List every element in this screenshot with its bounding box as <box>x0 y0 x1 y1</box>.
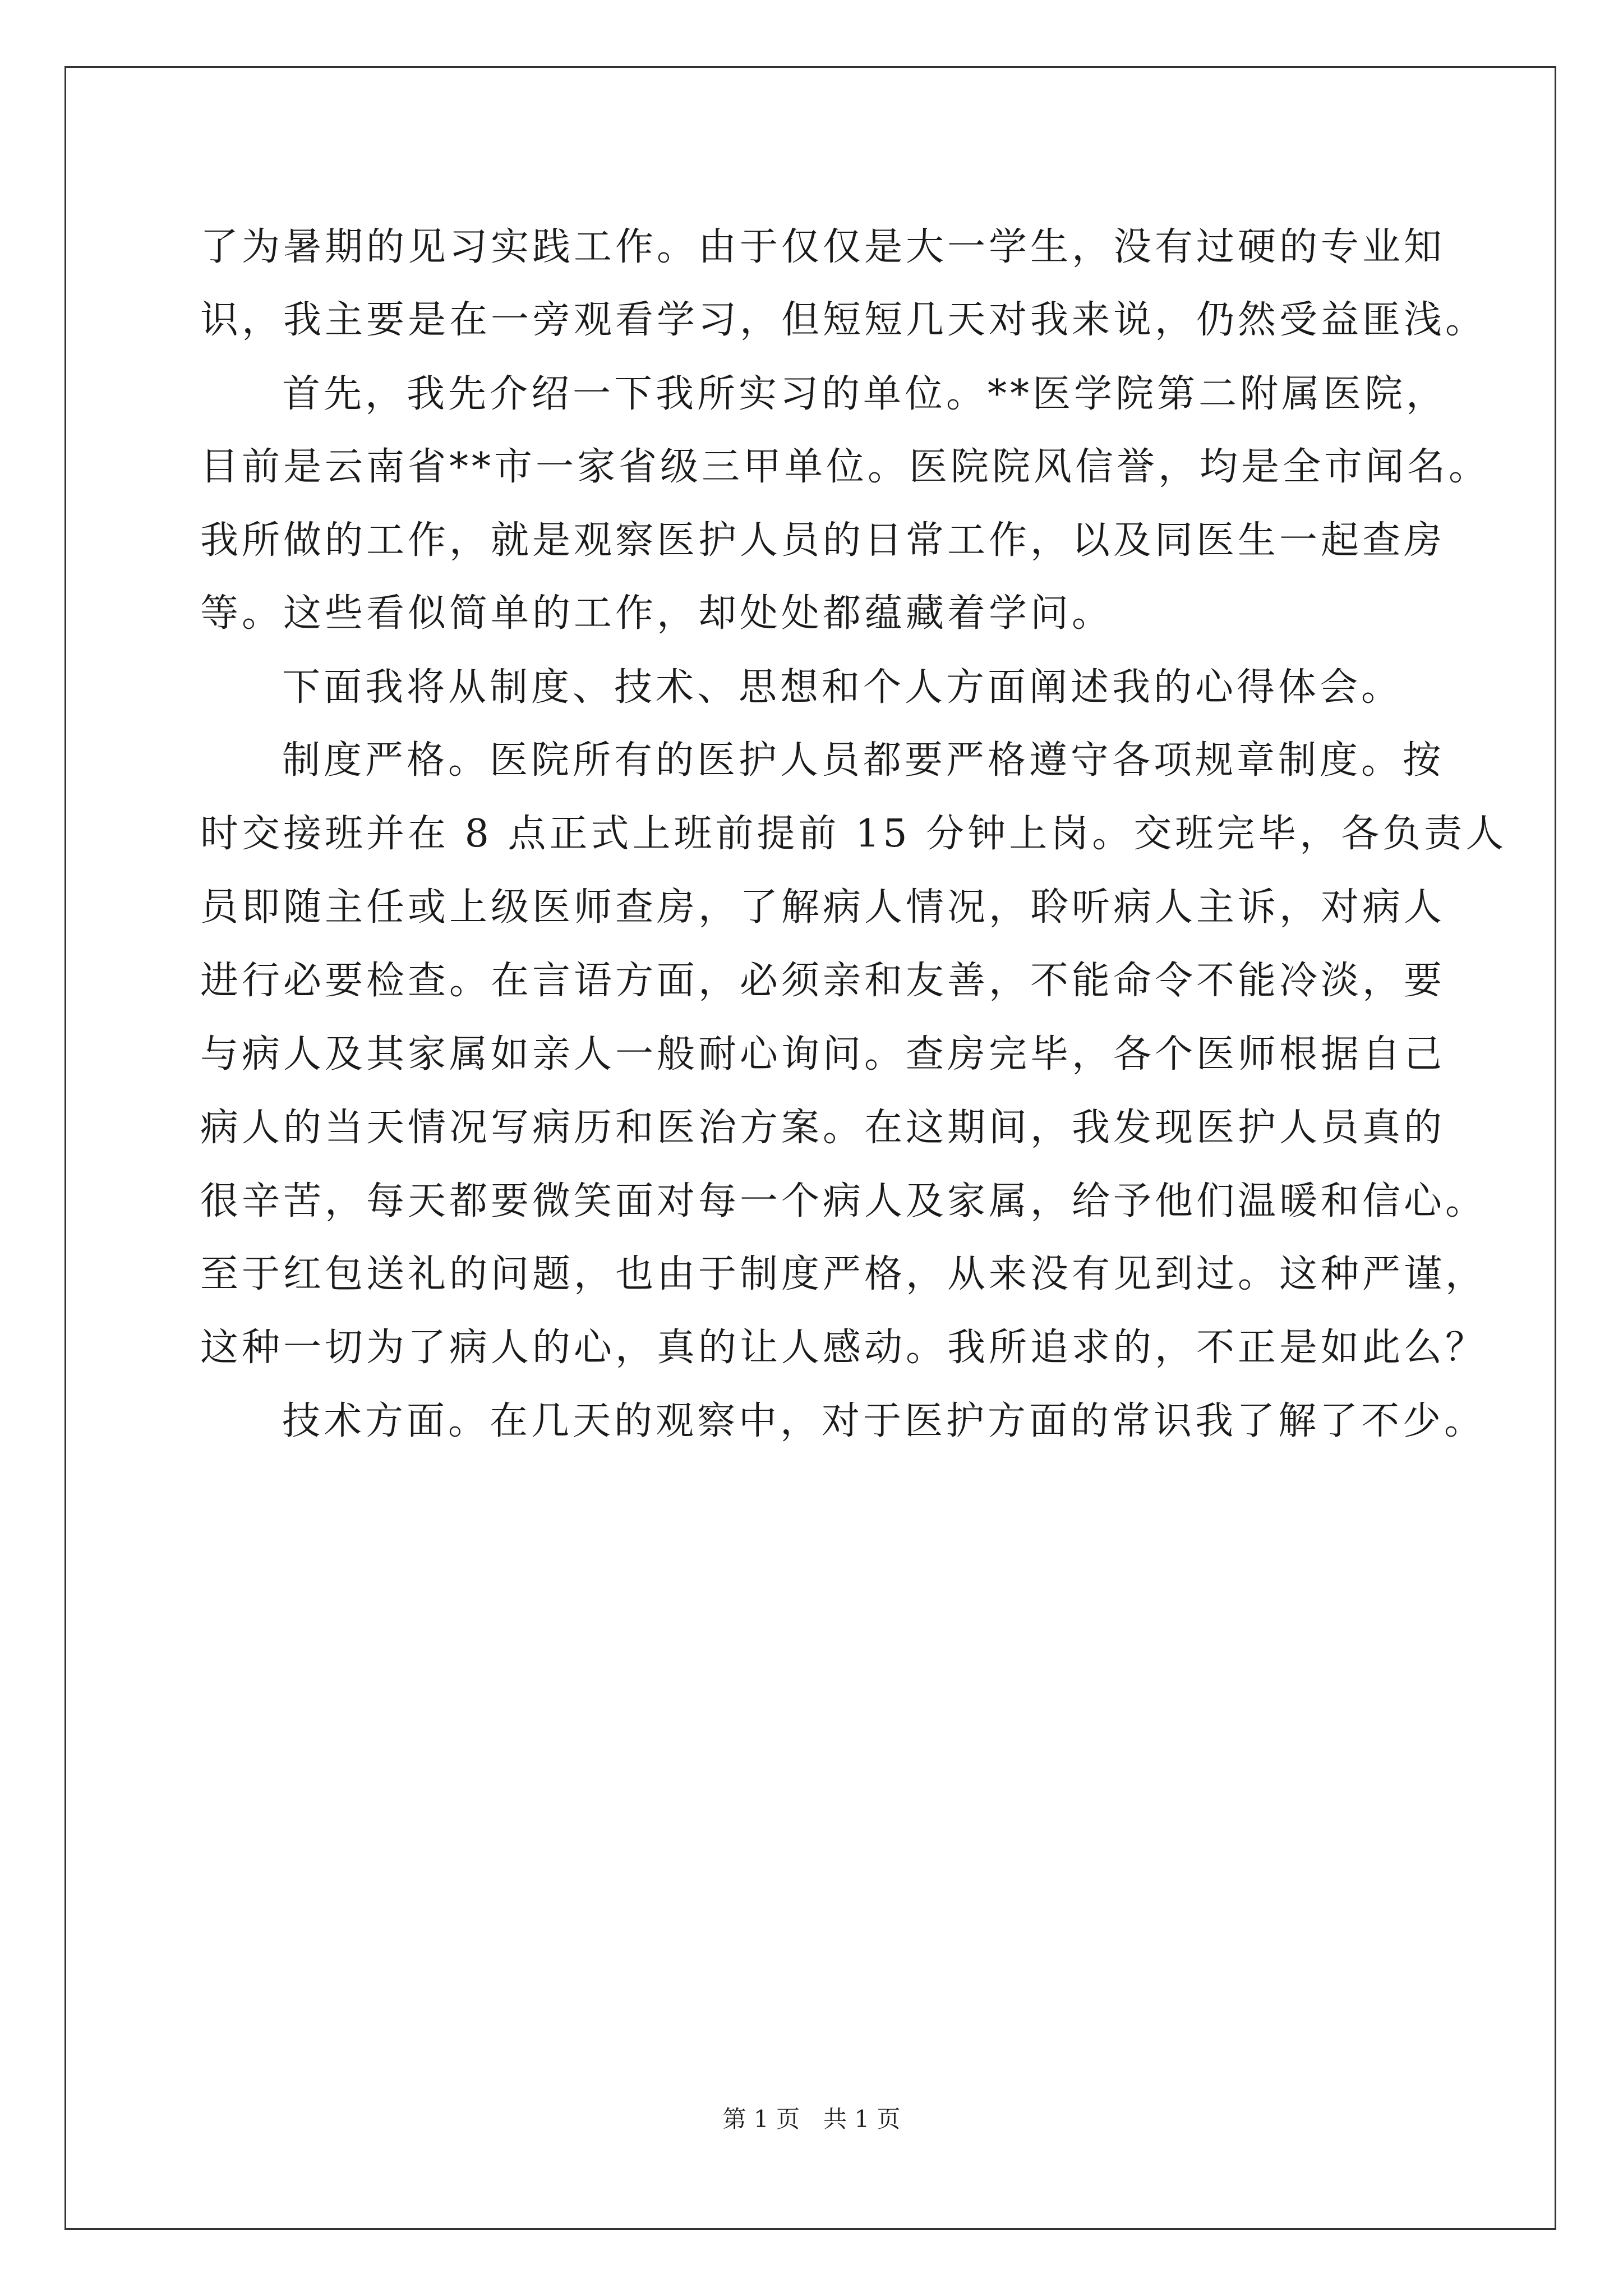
body-line: 时交接班并在 8 点正式上班前提前 15 分钟上岗。交班完毕，各负责人 <box>200 812 1507 856</box>
body-line: 病人的当天情况写病历和医治方案。在这期间，我发现医护人员真的 <box>200 1106 1446 1150</box>
body-line: 识，我主要是在一旁观看学习，但短短几天对我来说，仍然受益匪浅。 <box>200 298 1487 342</box>
paragraph-first-line: 技术方面。在几天的观察中，对于医护方面的常识我了解了不少。 <box>282 1399 1486 1443</box>
body-line: 进行必要检查。在言语方面，必须亲和友善，不能命令不能冷淡，要 <box>200 959 1446 1003</box>
body-line: 与病人及其家属如亲人一般耐心询问。查房完毕，各个医师根据自己 <box>200 1032 1446 1076</box>
body-line: 了为暑期的见习实践工作。由于仅仅是大一学生，没有过硬的专业知 <box>200 225 1446 269</box>
paragraph-first-line: 首先，我先介绍一下我所实习的单位。**医学院第二附属医院， <box>282 372 1448 416</box>
body-line: 等。这些看似简单的工作，却处处都蕴藏着学问。 <box>200 591 1114 636</box>
page-number-footer: 第 1 页 共 1 页 <box>722 2105 901 2133</box>
body-line: 目前是云南省**市一家省级三甲单位。医院院风信誉，均是全市闻名。 <box>200 445 1491 489</box>
paragraph-first-line: 下面我将从制度、技术、思想和个人方面阐述我的心得体会。 <box>282 665 1403 710</box>
body-line: 这种一切为了病人的心，真的让人感动。我所追求的，不正是如此么？ <box>200 1326 1487 1370</box>
body-line: 员即随主任或上级医师查房，了解病人情况，聆听病人主诉，对病人 <box>200 885 1446 930</box>
paragraph-first-line: 制度严格。医院所有的医护人员都要严格遵守各项规章制度。按 <box>282 738 1445 783</box>
body-line: 至于红包送礼的问题，也由于制度严格，从来没有见到过。这种严谨， <box>200 1252 1487 1296</box>
body-line: 很辛苦，每天都要微笑面对每一个病人及家属，给予他们温暖和信心。 <box>200 1179 1487 1223</box>
body-line: 我所做的工作，就是观察医护人员的日常工作，以及同医生一起查房 <box>200 518 1446 563</box>
